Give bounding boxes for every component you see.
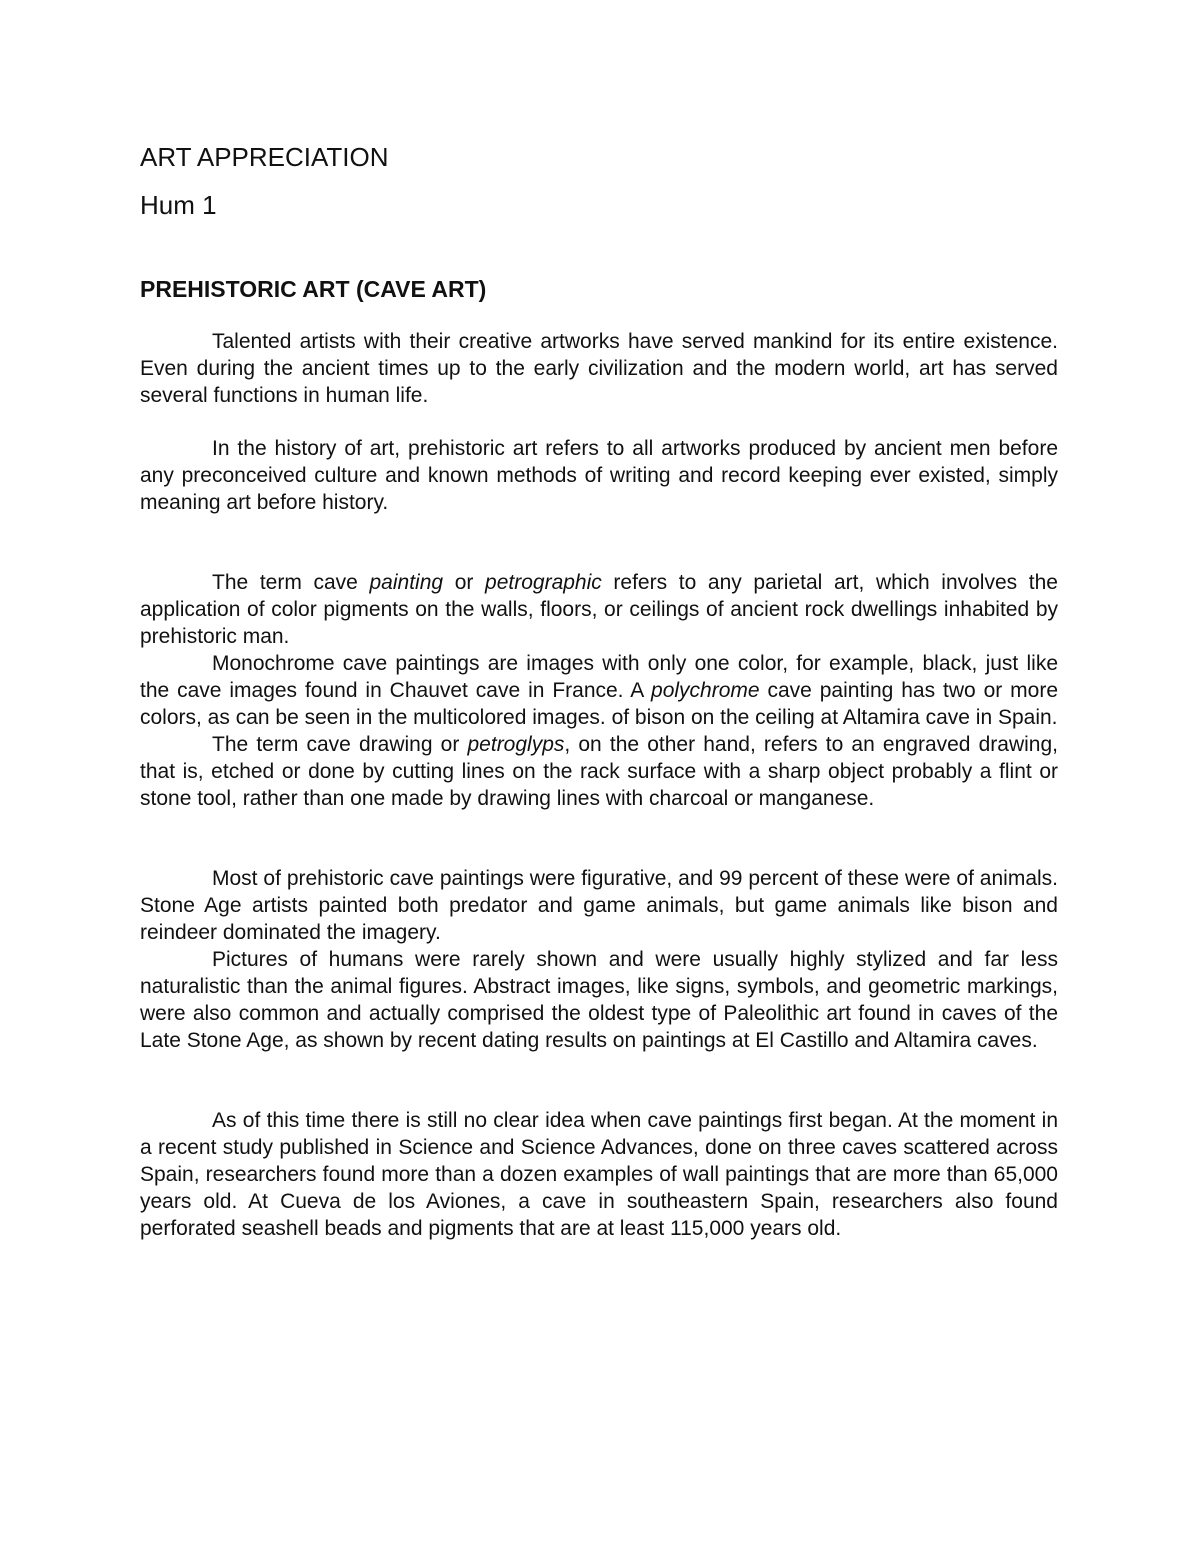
course-code: Hum 1 [140, 190, 217, 220]
course-title: ART APPRECIATION [140, 142, 389, 172]
text-run: The term cave drawing or [212, 733, 468, 756]
text-run: refers to any parietal art, which involves the application of color pigments on the walls, floors, or ceilings of ancient rock dwellings inhabited by prehistoric man. [140, 571, 1058, 648]
paragraph-humans: Pictures of humans were rarely shown and were usually highly stylized and far less naturalistic than the animal figures. Abstract images, like signs, symbols, and geometric markings, were also common and actually comprised the oldest type of Paleolithic art found in caves of the Late Stone Age, as shown by recent dating results on paintings at El Castillo and Altamira caves. [140, 948, 1058, 1052]
italic-term-painting: painting [369, 571, 444, 594]
text-run: , on the other hand, refers to an engraved drawing, that is, etched or done by cutting lines on the rack surface with a sharp object probably a flint or stone tool, rather than one made by drawing lines with charcoal or manganese. [140, 733, 1059, 810]
text-run: cave painting has two or more colors, as can be seen in the multicolored images. of bison on the ceiling at Altamira cave in Spain. [140, 679, 1058, 729]
paragraph-monochrome [140, 650, 1058, 731]
paragraph-cave-painting [140, 569, 1058, 650]
paragraph-dating: As of this time there is still no clear idea when cave paintings first began. At the moment in a recent study published in Science and Science Advances, done on three caves scattered across Spain, researchers found more than a dozen examples of wall paintings that are more than 65,000 years old. At Cueva de los Aviones, a cave in southeastern Spain, researchers also found perforated seashell beads and pigments that are at least 115,000 years old. [140, 1109, 1058, 1240]
document-page [140, 138, 1058, 1242]
text-run: The term cave [212, 571, 370, 594]
paragraph-figurative: Most of prehistoric cave paintings were figurative, and 99 percent of these were of animals. Stone Age artists painted both predator and game animals, but game animals like bison and reindeer dominated the imagery. [140, 867, 1058, 944]
italic-term-polychrome: polychrome [651, 679, 760, 702]
section-heading: PREHISTORIC ART (CAVE ART) [140, 276, 487, 302]
italic-term-petroglyps: petroglyps [467, 733, 565, 756]
paragraph-cave-drawing [140, 731, 1058, 812]
text-run: Monochrome cave paintings are images with only one color, for example, black, just like the cave images found in Chauvet cave in France. A [140, 652, 1058, 702]
text-run: or [443, 571, 486, 594]
paragraph-intro: Talented artists with their creative artworks have served mankind for its entire existence. Even during the ancient times up to the early civilization and the modern world, art has served several functions in human life. [140, 330, 1058, 407]
italic-term-petrographic: petrographic [485, 571, 602, 594]
paragraph-prehistoric-definition: In the history of art, prehistoric art refers to all artworks produced by ancient men before any preconceived culture and known methods of writing and record keeping ever existed, simply meaning art before history. [140, 437, 1058, 514]
